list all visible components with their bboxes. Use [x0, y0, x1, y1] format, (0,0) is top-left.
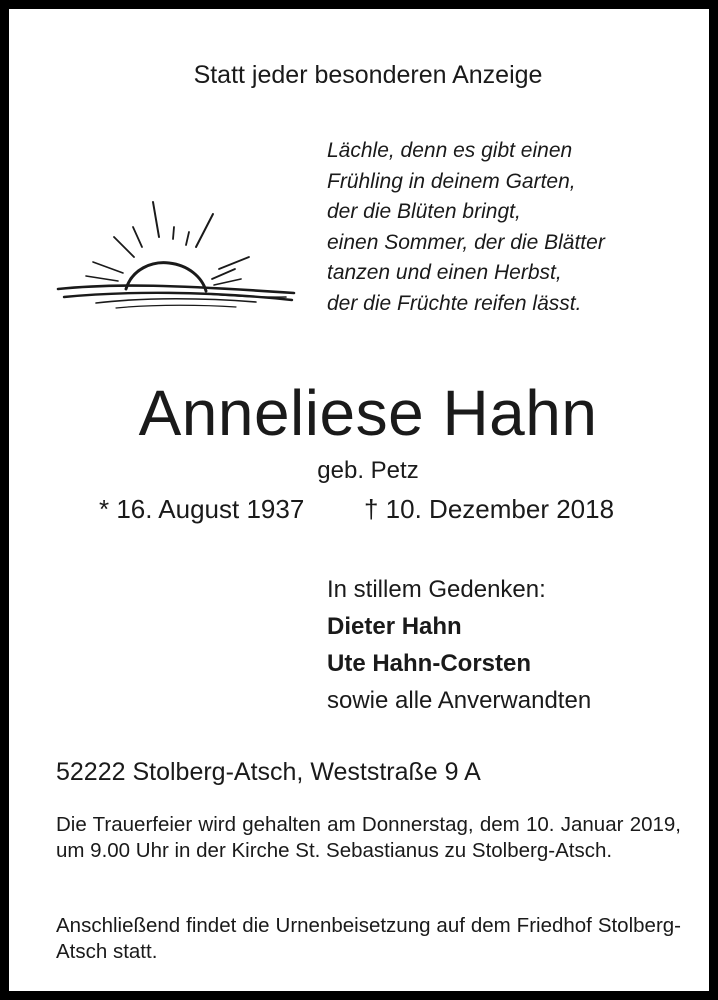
burial-info-paragraph: Anschließend findet die Urnenbeisetzung auf dem Friedhof Stolberg-Atsch statt.	[56, 914, 681, 963]
poem	[327, 136, 605, 319]
maiden-name: geb. Petz	[317, 457, 419, 484]
mourner-name: Ute Hahn-Corsten	[327, 650, 532, 677]
address: 52222 Stolberg-Atsch, Weststraße 9 A	[56, 758, 481, 786]
mourner-name: Dieter Hahn	[327, 613, 462, 640]
birth-date: * 16. August 1937	[99, 494, 305, 524]
mourners-intro: In stillem Gedenken:	[327, 576, 546, 603]
notice-header: Statt jeder besonderen Anzeige	[193, 61, 543, 89]
poem-line: der die Früchte reifen lässt.	[327, 291, 582, 315]
poem-line: tanzen und einen Herbst,	[327, 261, 562, 284]
funeral-info-paragraph: Die Trauerfeier wird gehalten am Donnerstag, dem 10. Januar 2019, um 9.00 Uhr in der Kirche St. Sebastianus zu Stolberg-Atsch.	[56, 813, 681, 862]
poem-line: Lächle, denn es gibt einen	[327, 139, 573, 162]
sunrise-icon	[56, 197, 301, 322]
poem-line: Frühling in deinem Garten,	[327, 169, 576, 193]
mourners-block	[327, 571, 591, 719]
mourners-others: sowie alle Anverwandten	[327, 687, 592, 714]
deceased-name: Anneliese Hahn	[138, 377, 598, 449]
death-date: † 10. Dezember 2018	[364, 494, 615, 524]
poem-line: der die Blüten bringt,	[327, 200, 521, 223]
poem-line: einen Sommer, der die Blätter	[327, 230, 605, 254]
